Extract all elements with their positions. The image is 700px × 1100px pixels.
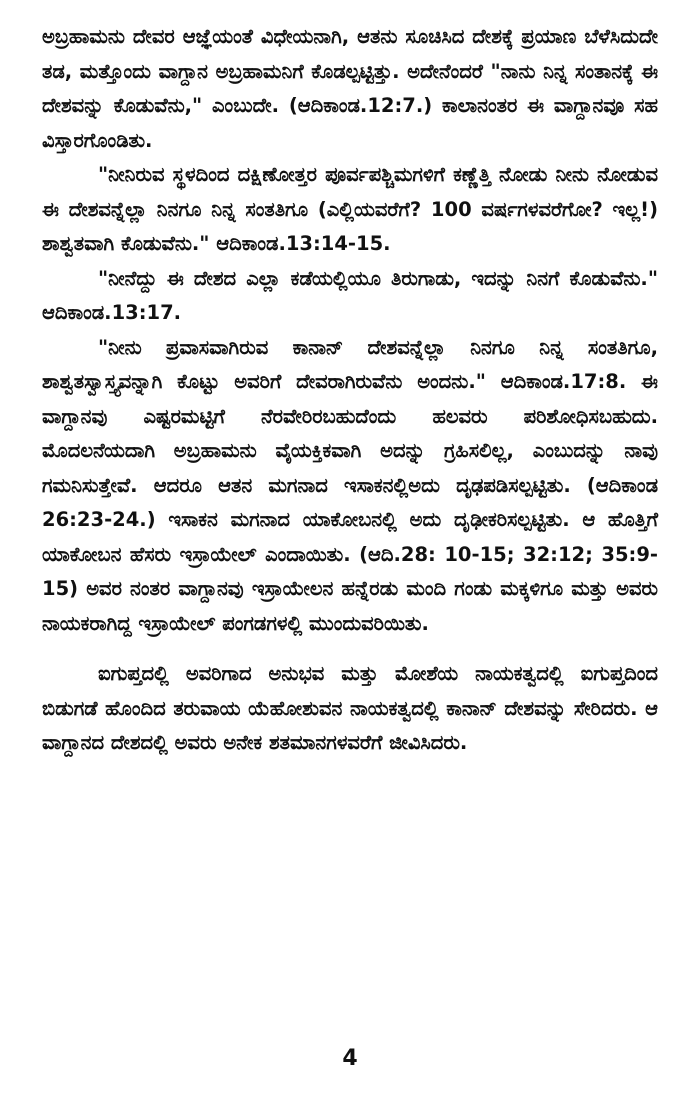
paragraph-5: ಐಗುಪ್ತದಲ್ಲಿ ಅವರಿಗಾದ ಅನುಭವ ಮತ್ತು ಮೋಶೆಯ ನಾಯಕತ್ವದಲ್ಲಿ ಐಗುಪ್ತದಿಂದ ಬಿಡುಗಡೆ ಹೊಂದಿದ ತರುವಾಯ ಯೆಹೋಶುವನ ನಾಯಕತ್ವದಲ್ಲಿ ಕಾನಾನ್ ದೇಶವನ್ನು ಸೇರಿದರು. ಆ ವಾಗ್ದಾನದ ದೇಶದಲ್ಲಿ ಅವರು ಅನೇಕ ಶತಮಾನಗಳವರೆಗೆ ಜೀವಿಸಿದರು.	[42, 662, 658, 754]
paragraph-3: "ನೀನೆದ್ದು ಈ ದೇಶದ ಎಲ್ಲಾ ಕಡೆಯಲ್ಲಿಯೂ ತಿರುಗಾಡು, ಇದನ್ನು ನಿನಗೆ ಕೊಡುವೆನು." ಆದಿಕಾಂಡ.13:17.	[42, 266, 658, 324]
paragraph-1: ಅಬ್ರಹಾಮನು ದೇವರ ಆಜ್ಞೆಯಂತೆ ವಿಧೇಯನಾಗಿ, ಆತನು ಸೂಚಿಸಿದ ದೇಶಕ್ಕೆ ಪ್ರಯಾಣ ಬೆಳೆಸಿದುದೇ ತಡ, ಮತ್ತೊಂದು ವಾಗ್ದಾನ ಅಬ್ರಹಾಮನಿಗೆ ಕೊಡಲ್ಪಟ್ಟಿತ್ತು. ಅದೇನೆಂದರೆ "ನಾನು ನಿನ್ನ ಸಂತಾನಕ್ಕೆ ಈ ದೇಶವನ್ನು ಕೊಡುವೆನು," ಎಂಬುದೇ. (ಆದಿಕಾಂಡ.12:7.) ಕಾಲಾನಂತರ ಈ ವಾಗ್ದಾನವೂ ಸಹ ವಿಸ್ತಾರಗೊಂಡಿತು.	[42, 25, 658, 152]
page-number: 4	[342, 1046, 358, 1071]
paragraph-2: "ನೀನಿರುವ ಸ್ಥಳದಿಂದ ದಕ್ಷಿಣೋತ್ತರ ಪೂರ್ವಪಶ್ಚಿಮಗಳಿಗೆ ಕಣ್ಣೆತ್ತಿ ನೋಡು ನೀನು ನೋಡುವ ಈ ದೇಶವನ್ನೆಲ್ಲಾ ನಿನಗೂ ನಿನ್ನ ಸಂತತಿಗೂ (ಎಲ್ಲಿಯವರೆಗೆ? 100 ವರ್ಷಗಳವರೆಗೋ? ಇಲ್ಲ!) ಶಾಶ್ವತವಾಗಿ ಕೊಡುವೆನು." ಆದಿಕಾಂಡ.13:14-15.	[42, 163, 658, 255]
paragraph-4: "ನೀನು ಪ್ರವಾಸವಾಗಿರುವ ಕಾನಾನ್ ದೇಶವನ್ನೆಲ್ಲಾ ನಿನಗೂ ನಿನ್ನ ಸಂತತಿಗೂ, ಶಾಶ್ವತಸ್ವಾಸ್ತ್ಯವನ್ನಾಗಿ ಕೊಟ್ಟು ಅವರಿಗೆ ದೇವರಾಗಿರುವೆನು ಅಂದನು." ಆದಿಕಾಂಡ.17:8. ಈ ವಾಗ್ದಾನವು ಎಷ್ಟರಮಟ್ಟಿಗೆ ನೆರವೇರಿರಬಹುದೆಂದು ಹಲವರು ಪರಿಶೋಧಿಸಬಹುದು. ಮೊದಲನೆಯದಾಗಿ ಅಬ್ರಹಾಮನು ವೈಯಕ್ತಿಕವಾಗಿ ಅದನ್ನು ಗ್ರಹಿಸಲಿಲ್ಲ, ಎಂಬುದನ್ನು ನಾವು ಗಮನಿಸುತ್ತೇವೆ. ಆದರೂ ಆತನ ಮಗನಾದ ಇಸಾಕನಲ್ಲಿಅದು ದೃಢಪಡಿಸಲ್ಪಟ್ಟಿತು. (ಆದಿಕಾಂಡ 26:23-24.) ಇಸಾಕನ ಮಗನಾದ ಯಾಕೋಬನಲ್ಲಿ ಅದು ದೃಢೀಕರಿಸಲ್ಪಟ್ಟಿತು. ಆ ಹೊತ್ತಿಗೆ ಯಾಕೋಬನ ಹೆಸರು ಇಸ್ರಾಯೇಲ್ ಎಂದಾಯಿತು. (ಆದಿ.28: 10-15; 32:12; 35:9-15) ಅವರ ನಂತರ ವಾಗ್ದಾನವು ಇಸ್ರಾಯೇಲನ ಹನ್ನೆರಡು ಮಂದಿ ಗಂಡು ಮಕ್ಕಳಿಗೂ ಮತ್ತು ಅವರು ನಾಯಕರಾಗಿದ್ದ ಇಸ್ರಾಯೇಲ್ ಪಂಗಡಗಳಲ್ಲಿ ಮುಂದುವರಿಯಿತು.	[42, 335, 658, 635]
